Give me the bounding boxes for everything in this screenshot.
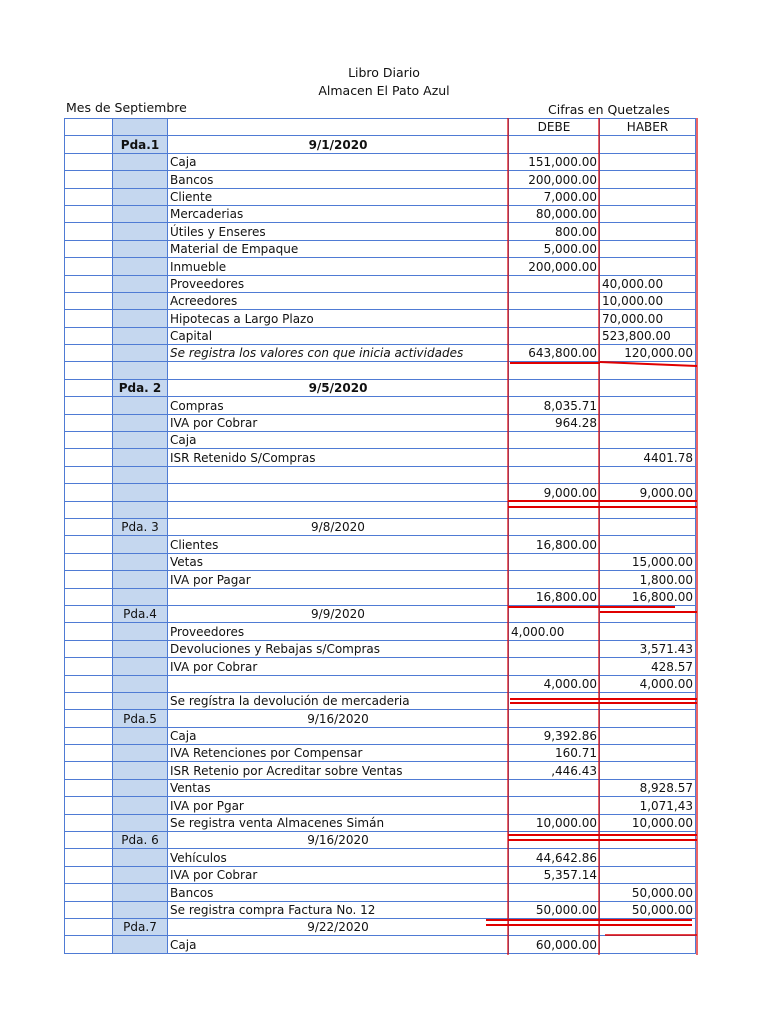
- pda-number: Pda.7: [113, 918, 168, 935]
- table-row: [65, 866, 696, 883]
- pda-cell: [113, 571, 168, 588]
- entry-date: 9/9/2020: [168, 605, 509, 622]
- account-name: IVA Retenciones por Compensar: [168, 745, 509, 762]
- margin-cell: [65, 918, 113, 935]
- haber-cell: [600, 605, 696, 622]
- table-row: [65, 292, 696, 309]
- table-row: [65, 345, 696, 362]
- table-row: [65, 797, 696, 814]
- table-row: [65, 884, 696, 901]
- debe-amount: 160.71: [509, 745, 600, 762]
- entry-date: 9/5/2020: [168, 379, 509, 396]
- margin-cell: [65, 414, 113, 431]
- debe-amount: 9,000.00: [509, 484, 600, 501]
- margin-cell: [65, 188, 113, 205]
- haber-cell: [600, 501, 696, 518]
- haber-amount: 15,000.00: [600, 553, 696, 570]
- account-name: Se regístra la devolución de mercaderia: [168, 692, 509, 709]
- table-row: [65, 397, 696, 414]
- account-name: Capital: [168, 327, 509, 344]
- account-name: Caja: [168, 153, 509, 170]
- margin-cell: [65, 832, 113, 849]
- ledger-title: Libro Diario: [348, 65, 420, 80]
- table-row: [65, 466, 696, 483]
- table-row: [65, 449, 696, 466]
- margin-cell: [65, 936, 113, 953]
- margin-cell: [65, 553, 113, 570]
- pda-number: Pda.1: [113, 136, 168, 153]
- entry-header-row: [65, 918, 696, 935]
- table-row: [65, 310, 696, 327]
- haber-amount: 120,000.00: [600, 345, 696, 362]
- pda-cell: [113, 588, 168, 605]
- haber-cell: [600, 362, 696, 379]
- margin-cell: [65, 727, 113, 744]
- debe-amount: [509, 779, 600, 796]
- margin-cell: [65, 275, 113, 292]
- table-row: [65, 414, 696, 431]
- pda-cell: [113, 414, 168, 431]
- table-row: [65, 223, 696, 240]
- haber-amount: 523,800.00: [600, 327, 696, 344]
- haber-amount: [600, 397, 696, 414]
- margin-cell: [65, 432, 113, 449]
- account-name: Vetas: [168, 553, 509, 570]
- haber-amount: [600, 153, 696, 170]
- entry-date: 9/16/2020: [168, 710, 509, 727]
- pda-cell: [113, 640, 168, 657]
- margin-cell: [65, 710, 113, 727]
- account-name: IVA por Pgar: [168, 797, 509, 814]
- debe-amount: 16,800.00: [509, 588, 600, 605]
- debe-amount: [509, 327, 600, 344]
- pda-cell: [113, 553, 168, 570]
- debe-cell: [509, 518, 600, 535]
- debe-amount: 44,642.86: [509, 849, 600, 866]
- table-row: [65, 153, 696, 170]
- table-row: [65, 188, 696, 205]
- table-row: [65, 692, 696, 709]
- pda-cell: [113, 675, 168, 692]
- debe-amount: [509, 692, 600, 709]
- account-cell: [168, 119, 509, 136]
- account-name: ISR Retenido S/Compras: [168, 449, 509, 466]
- company-name: Almacen El Pato Azul: [318, 83, 450, 98]
- debe-cell: [509, 832, 600, 849]
- account-name: Devoluciones y Rebajas s/Compras: [168, 640, 509, 657]
- haber-amount: [600, 745, 696, 762]
- table-row: [65, 727, 696, 744]
- account-name: Acreedores: [168, 292, 509, 309]
- margin-cell: [65, 571, 113, 588]
- debe-amount: ,446.43: [509, 762, 600, 779]
- pda-cell: [113, 432, 168, 449]
- debe-amount: [509, 292, 600, 309]
- table-row: [65, 745, 696, 762]
- account-name: Bancos: [168, 171, 509, 188]
- haber-amount: 3,571.43: [600, 640, 696, 657]
- account-cell: [168, 466, 509, 483]
- debe-amount: 964.28: [509, 414, 600, 431]
- table-row: [65, 553, 696, 570]
- margin-cell: [65, 466, 113, 483]
- haber-amount: 1,800.00: [600, 571, 696, 588]
- table-row: [65, 205, 696, 222]
- debe-header: DEBE: [509, 119, 600, 136]
- margin-cell: [65, 258, 113, 275]
- margin-cell: [65, 866, 113, 883]
- pda-number: Pda. 3: [113, 518, 168, 535]
- account-name: Proveedores: [168, 623, 509, 640]
- haber-amount: [600, 536, 696, 553]
- debe-cell: [509, 136, 600, 153]
- haber-amount: 8,928.57: [600, 779, 696, 796]
- haber-amount: [600, 240, 696, 257]
- table-row: [65, 240, 696, 257]
- account-name: Clientes: [168, 536, 509, 553]
- pda-cell: [113, 901, 168, 918]
- account-name: IVA por Pagar: [168, 571, 509, 588]
- account-name: Se registra compra Factura No. 12: [168, 901, 509, 918]
- pda-cell: [113, 310, 168, 327]
- margin-cell: [65, 362, 113, 379]
- table-row: [65, 901, 696, 918]
- margin-cell: [65, 849, 113, 866]
- debe-amount: [509, 640, 600, 657]
- debe-amount: 16,800.00: [509, 536, 600, 553]
- pda-cell: [113, 327, 168, 344]
- debe-amount: 200,000.00: [509, 171, 600, 188]
- table-row: [65, 119, 696, 136]
- table-row: [65, 588, 696, 605]
- margin-cell: [65, 205, 113, 222]
- pda-cell: [113, 727, 168, 744]
- pda-cell: [113, 258, 168, 275]
- margin-cell: [65, 745, 113, 762]
- account-name: Material de Empaque: [168, 240, 509, 257]
- haber-amount: 70,000.00: [600, 310, 696, 327]
- account-cell: [168, 501, 509, 518]
- table-row: [65, 571, 696, 588]
- pda-number: Pda. 6: [113, 832, 168, 849]
- debe-amount: 7,000.00: [509, 188, 600, 205]
- entry-header-row: [65, 136, 696, 153]
- debe-amount: [509, 310, 600, 327]
- table-row: [65, 658, 696, 675]
- haber-cell: [600, 379, 696, 396]
- table-row: [65, 675, 696, 692]
- haber-amount: 50,000.00: [600, 884, 696, 901]
- margin-cell: [65, 119, 113, 136]
- account-name: IVA por Cobrar: [168, 414, 509, 431]
- pda-number: Pda.5: [113, 710, 168, 727]
- debe-cell: [509, 710, 600, 727]
- haber-amount: [600, 866, 696, 883]
- pda-cell: [113, 484, 168, 501]
- margin-cell: [65, 588, 113, 605]
- account-cell: [168, 362, 509, 379]
- account-name: [168, 675, 509, 692]
- pda-cell: [113, 397, 168, 414]
- entry-date: 9/1/2020: [168, 136, 509, 153]
- margin-cell: [65, 658, 113, 675]
- entry-header-row: [65, 710, 696, 727]
- debe-amount: [509, 571, 600, 588]
- entry-date: 9/22/2020: [168, 918, 509, 935]
- account-name: Caja: [168, 727, 509, 744]
- haber-amount: [600, 623, 696, 640]
- margin-cell: [65, 797, 113, 814]
- haber-cell: [600, 710, 696, 727]
- entry-date: 9/16/2020: [168, 832, 509, 849]
- margin-cell: [65, 153, 113, 170]
- margin-cell: [65, 675, 113, 692]
- pda-cell: [113, 623, 168, 640]
- debe-amount: 200,000.00: [509, 258, 600, 275]
- margin-cell: [65, 223, 113, 240]
- account-name: Bancos: [168, 884, 509, 901]
- haber-amount: [600, 171, 696, 188]
- margin-cell: [65, 327, 113, 344]
- haber-amount: 1,071,43: [600, 797, 696, 814]
- haber-header: HABER: [600, 119, 696, 136]
- account-name: Inmueble: [168, 258, 509, 275]
- pda-cell: [113, 762, 168, 779]
- margin-cell: [65, 171, 113, 188]
- margin-cell: [65, 240, 113, 257]
- table-row: [65, 362, 696, 379]
- pda-cell: [113, 188, 168, 205]
- entry-date: 9/8/2020: [168, 518, 509, 535]
- account-name: Vehículos: [168, 849, 509, 866]
- month-label: Mes de Septiembre: [66, 100, 187, 115]
- pda-cell: [113, 275, 168, 292]
- pda-cell: [113, 536, 168, 553]
- table-row: [65, 275, 696, 292]
- debe-cell: [509, 379, 600, 396]
- haber-amount: 50,000.00: [600, 901, 696, 918]
- haber-amount: [600, 414, 696, 431]
- haber-amount: [600, 432, 696, 449]
- pda-cell: [113, 119, 168, 136]
- table-row: [65, 936, 696, 953]
- account-name: Se registra los valores con que inicia actividades: [168, 345, 509, 362]
- haber-cell: [600, 832, 696, 849]
- account-name: Caja: [168, 432, 509, 449]
- haber-amount: [600, 205, 696, 222]
- margin-cell: [65, 501, 113, 518]
- pda-cell: [113, 692, 168, 709]
- margin-cell: [65, 605, 113, 622]
- debe-amount: [509, 658, 600, 675]
- margin-cell: [65, 136, 113, 153]
- account-name: [168, 484, 509, 501]
- pda-cell: [113, 362, 168, 379]
- debe-amount: 8,035.71: [509, 397, 600, 414]
- pda-cell: [113, 658, 168, 675]
- pda-cell: [113, 171, 168, 188]
- account-name: [168, 588, 509, 605]
- table-row: [65, 484, 696, 501]
- margin-cell: [65, 814, 113, 831]
- margin-cell: [65, 762, 113, 779]
- pda-cell: [113, 814, 168, 831]
- haber-amount: 4401.78: [600, 449, 696, 466]
- currency-label: Cifras en Quetzales: [548, 102, 670, 117]
- haber-amount: 10,000.00: [600, 814, 696, 831]
- haber-amount: [600, 223, 696, 240]
- haber-amount: 4,000.00: [600, 675, 696, 692]
- entry-header-row: [65, 832, 696, 849]
- debe-cell: [509, 466, 600, 483]
- entry-header-row: [65, 518, 696, 535]
- pda-cell: [113, 797, 168, 814]
- table-row: [65, 779, 696, 796]
- table-row: [65, 327, 696, 344]
- debe-amount: 4,000.00: [509, 675, 600, 692]
- haber-amount: 16,800.00: [600, 588, 696, 605]
- margin-cell: [65, 345, 113, 362]
- margin-cell: [65, 901, 113, 918]
- pda-cell: [113, 240, 168, 257]
- debe-amount: 5,357.14: [509, 866, 600, 883]
- debe-amount: 10,000.00: [509, 814, 600, 831]
- haber-amount: 10,000.00: [600, 292, 696, 309]
- pda-cell: [113, 292, 168, 309]
- debe-amount: 9,392.86: [509, 727, 600, 744]
- account-name: IVA por Cobrar: [168, 866, 509, 883]
- haber-amount: 9,000.00: [600, 484, 696, 501]
- haber-cell: [600, 518, 696, 535]
- pda-cell: [113, 884, 168, 901]
- table-row: [65, 536, 696, 553]
- margin-cell: [65, 310, 113, 327]
- pda-cell: [113, 866, 168, 883]
- haber-amount: 40,000.00: [600, 275, 696, 292]
- debe-amount: 800.00: [509, 223, 600, 240]
- table-row: [65, 849, 696, 866]
- pda-cell: [113, 223, 168, 240]
- pda-cell: [113, 345, 168, 362]
- debe-amount: 643,800.00: [509, 345, 600, 362]
- account-name: Caja: [168, 936, 509, 953]
- debe-amount: 5,000.00: [509, 240, 600, 257]
- account-name: Mercaderias: [168, 205, 509, 222]
- pda-number: Pda. 2: [113, 379, 168, 396]
- entry-header-row: [65, 379, 696, 396]
- margin-cell: [65, 292, 113, 309]
- pda-cell: [113, 466, 168, 483]
- haber-amount: [600, 692, 696, 709]
- debe-amount: [509, 797, 600, 814]
- margin-cell: [65, 518, 113, 535]
- haber-amount: [600, 188, 696, 205]
- haber-cell: [600, 918, 696, 935]
- margin-cell: [65, 692, 113, 709]
- account-name: Proveedores: [168, 275, 509, 292]
- margin-cell: [65, 397, 113, 414]
- account-name: IVA por Cobrar: [168, 658, 509, 675]
- debe-amount: 80,000.00: [509, 205, 600, 222]
- debe-amount: [509, 432, 600, 449]
- margin-cell: [65, 379, 113, 396]
- table-row: [65, 762, 696, 779]
- haber-cell: [600, 136, 696, 153]
- account-name: ISR Retenio por Acreditar sobre Ventas: [168, 762, 509, 779]
- margin-cell: [65, 640, 113, 657]
- debe-cell: [509, 605, 600, 622]
- table-row: [65, 258, 696, 275]
- debe-amount: 4,000.00: [509, 623, 600, 640]
- debe-amount: 151,000.00: [509, 153, 600, 170]
- debe-cell: [509, 501, 600, 518]
- margin-cell: [65, 484, 113, 501]
- table-row: [65, 623, 696, 640]
- pda-cell: [113, 779, 168, 796]
- haber-amount: [600, 762, 696, 779]
- margin-cell: [65, 779, 113, 796]
- table-row: [65, 640, 696, 657]
- haber-amount: [600, 258, 696, 275]
- entry-header-row: [65, 605, 696, 622]
- pda-number: Pda.4: [113, 605, 168, 622]
- haber-amount: [600, 727, 696, 744]
- margin-cell: [65, 449, 113, 466]
- haber-cell: [600, 466, 696, 483]
- pda-cell: [113, 501, 168, 518]
- debe-amount: 50,000.00: [509, 901, 600, 918]
- pda-cell: [113, 745, 168, 762]
- account-name: Útiles y Enseres: [168, 223, 509, 240]
- pda-cell: [113, 936, 168, 953]
- debe-amount: [509, 884, 600, 901]
- debe-amount: 60,000.00: [509, 936, 600, 953]
- haber-amount: [600, 936, 696, 953]
- debe-amount: [509, 275, 600, 292]
- account-name: Compras: [168, 397, 509, 414]
- journal-table: [64, 118, 696, 954]
- account-name: Hipotecas a Largo Plazo: [168, 310, 509, 327]
- account-name: Se registra venta Almacenes Simán: [168, 814, 509, 831]
- debe-amount: [509, 449, 600, 466]
- pda-cell: [113, 205, 168, 222]
- account-name: Cliente: [168, 188, 509, 205]
- haber-amount: [600, 849, 696, 866]
- haber-amount: 428.57: [600, 658, 696, 675]
- margin-cell: [65, 884, 113, 901]
- table-row: [65, 432, 696, 449]
- debe-cell: [509, 918, 600, 935]
- debe-amount: [509, 553, 600, 570]
- pda-cell: [113, 153, 168, 170]
- pda-cell: [113, 449, 168, 466]
- margin-cell: [65, 536, 113, 553]
- table-row: [65, 814, 696, 831]
- margin-cell: [65, 623, 113, 640]
- table-row: [65, 171, 696, 188]
- account-name: Ventas: [168, 779, 509, 796]
- table-row: [65, 501, 696, 518]
- pda-cell: [113, 849, 168, 866]
- debe-cell: [509, 362, 600, 379]
